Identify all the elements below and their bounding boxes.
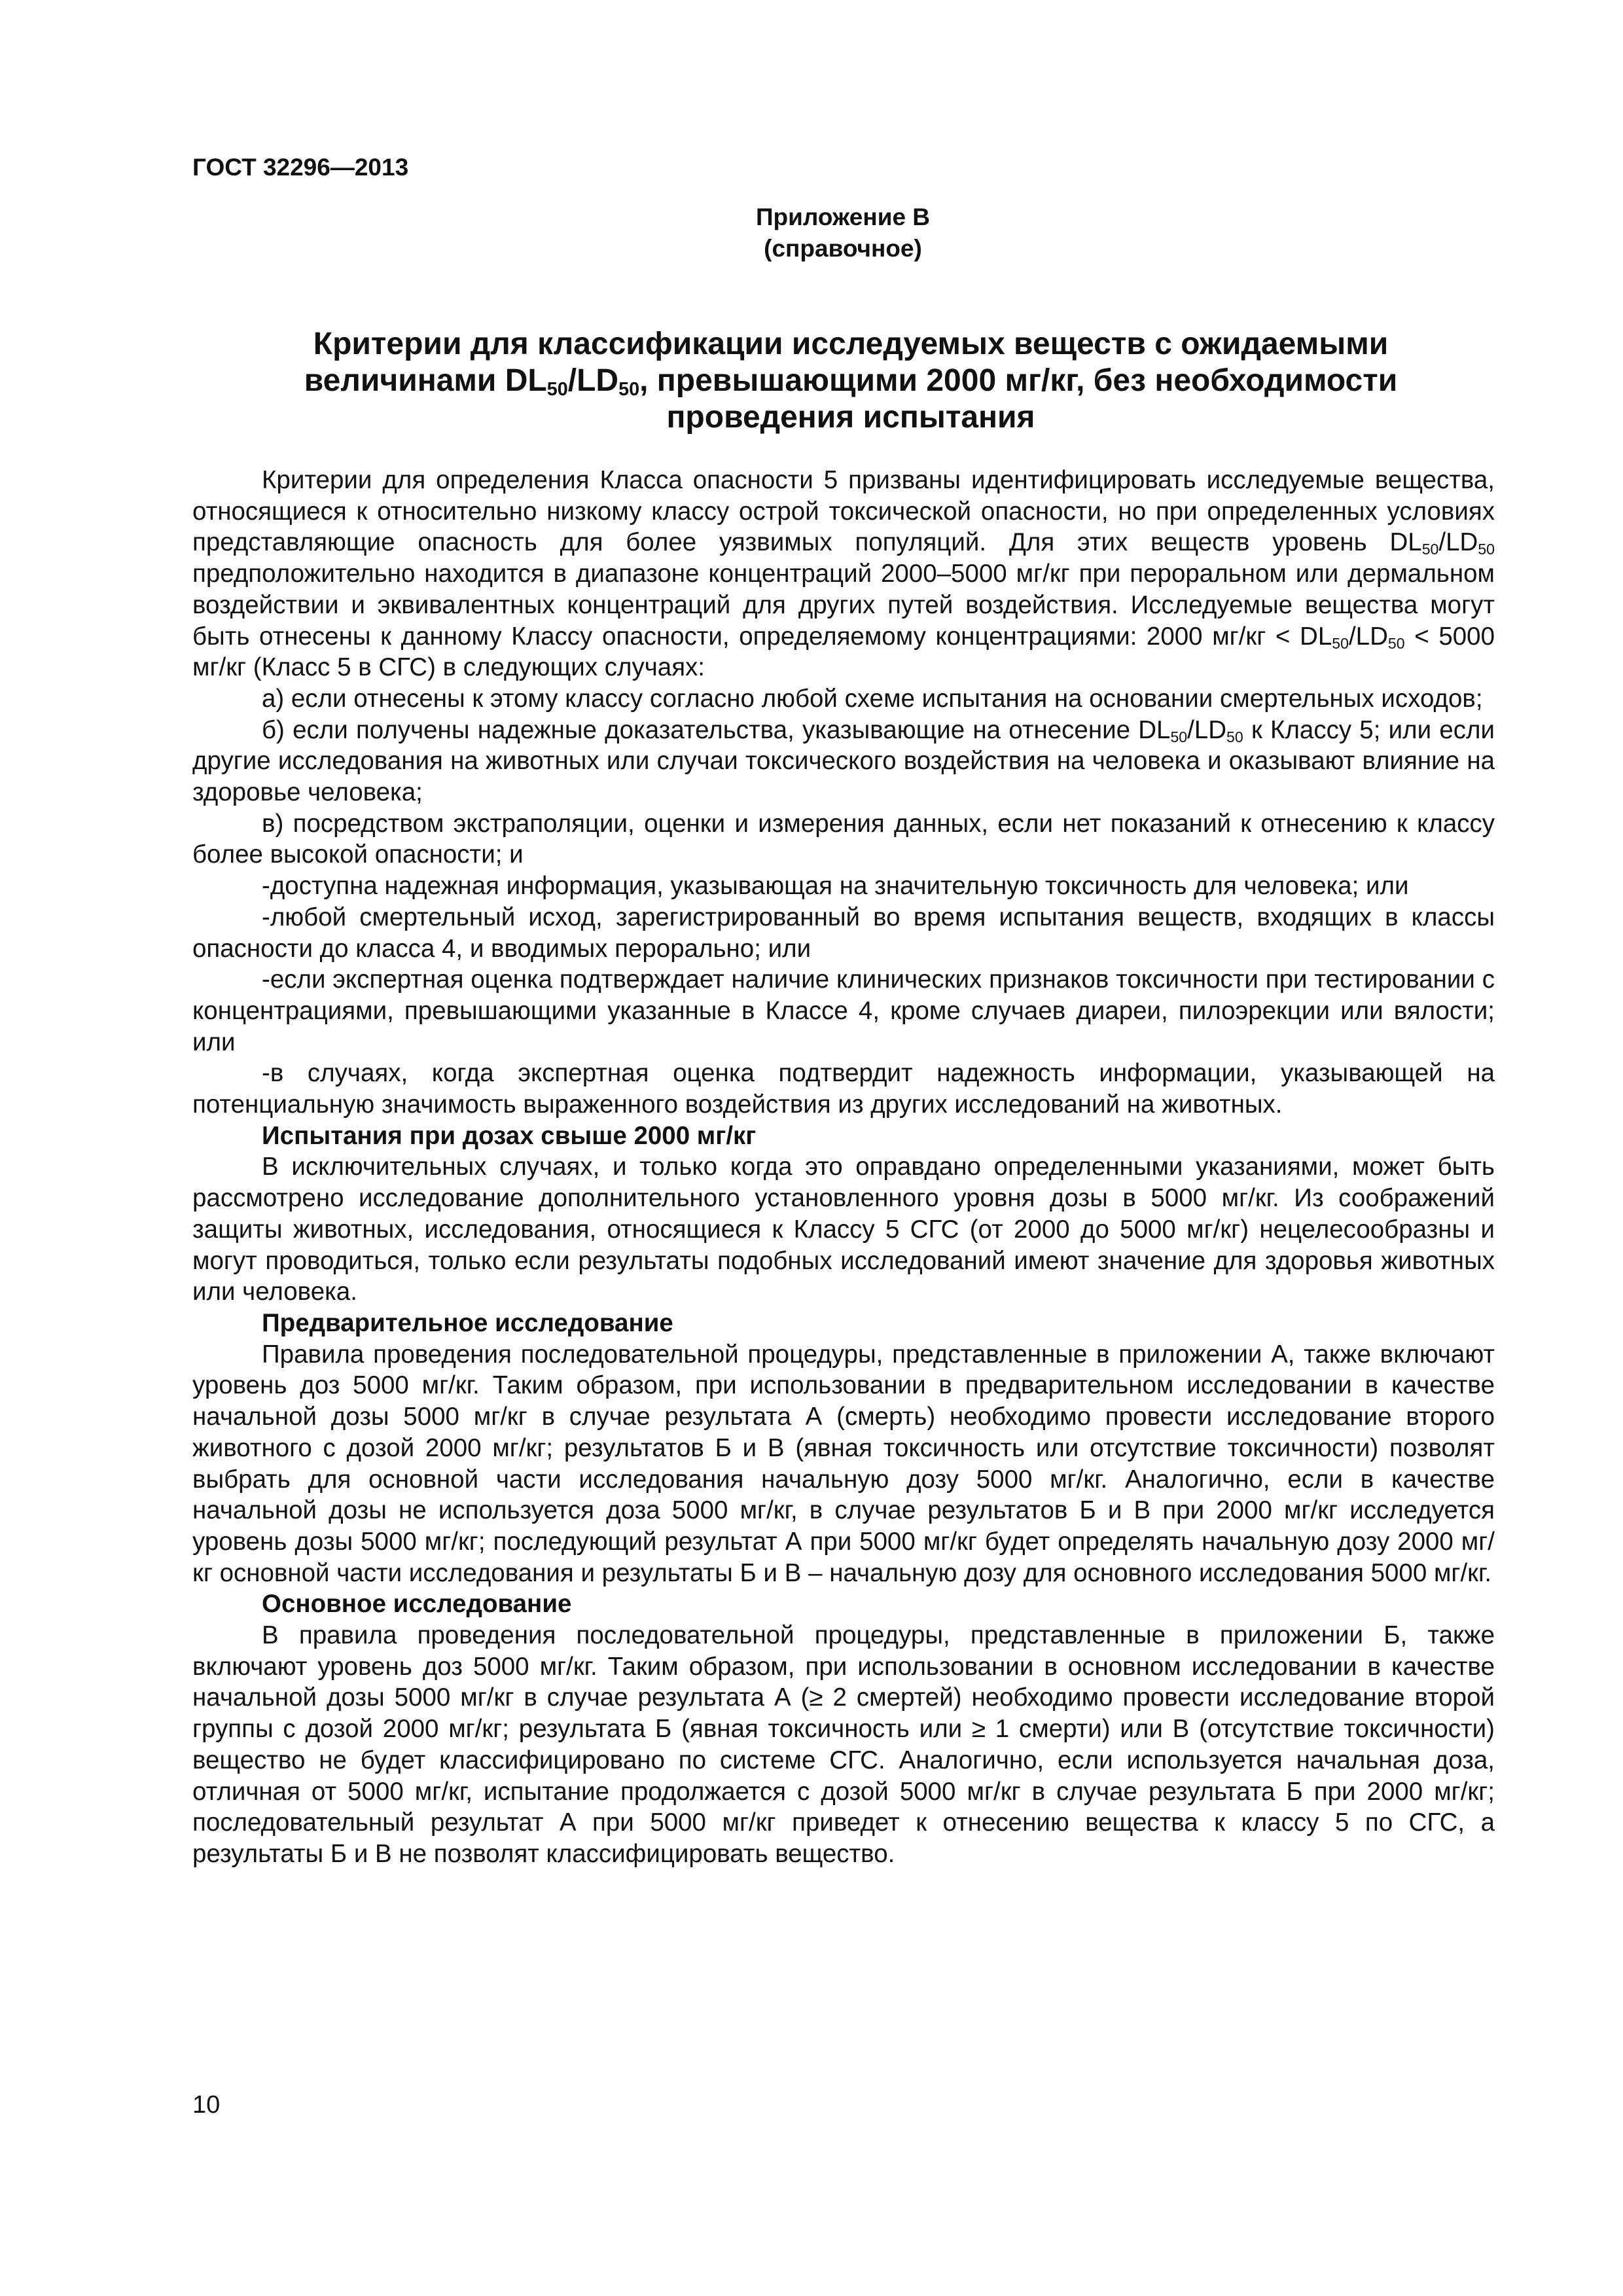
document-code: ГОСТ 32296—2013 bbox=[192, 154, 409, 181]
title-line-2: величинами $DL_{50}/LD_{50}$, превышающими 2000 мг/кг, без необходимости bbox=[304, 363, 1398, 401]
paragraph-main-study: В правила проведения последовательной процедуры, представленные в приложении Б, также включают уровень доз 5000 мг/кг. Таким образом, при использовании в основном исследовании в качестве начальной дозы 5000 мг/кг в случае результата А (≥ 2 смертей) необходимо провести исследование второй группы с дозой 2000 мг/кг; результата Б (явная токсичность или ≥ 1 смерти) или В (отсутствие токсичности) вещество не будет классифицировано по системе СГС. Аналогично, если используется начальная доза, отличная от 5000 мг/кг, испытание продолжается с дозой 5000 мг/кг в случае результата Б при 2000 мг/кг; последовательный результат А при 5000 мг/кг приведет к отнесению вещества к классу 5 по СГС, а результаты Б и В не позволят классифицировать вещество. bbox=[192, 1621, 1495, 1868]
paragraph-high-dose: В исключительных случаях, и только когда это оправдано определенными указаниями, может быть рассмотрено исследование дополнительного установленного уровня дозы в 5000 мг/кг. Из соображений защиты животных, исследования, относящиеся к Классу 5 СГС (от 2000 до 5000 мг/кг) нецелесообразны и могут проводиться, только если результаты подобных исследований имеют значение для здоровья животных или человека. bbox=[192, 1153, 1495, 1306]
appendix-kind: (справочное) bbox=[764, 235, 922, 262]
appendix-heading bbox=[0, 202, 1623, 264]
section-heading-preliminary: Предварительное исследование bbox=[262, 1308, 673, 1337]
paragraph-intro: Критерии для определения Класса опасности 5 призваны идентифицировать исследуемые вещества, относящиеся к относительно низкому классу острой токсической опасности, но при определенных условиях представляющие опасность для более уязвимых популяций. Для этих веществ уровень $DL_{50}/LD_{50}$ предположительно находится в диапазоне концентраций 2000–5000 мг/кг при пероральном или дермальном воздействии и эквивалентных концентраций для других путей воздействия. Исследуемые вещества могут быть отнесены к данному Классу опасности, определяемому концентрациями: 2000 $мг/кг < DL_{50}/LD_{50} < 5000$ мг/кг (Класс 5 в СГС) в следующих случаях: bbox=[192, 466, 1495, 682]
appendix-label: Приложение В bbox=[755, 204, 931, 230]
section-heading-high-dose: Испытания при дозах свыше 2000 мг/кг bbox=[262, 1121, 757, 1150]
paragraph-dash-1: -доступна надежная информация, указывающая на значительную токсичность для человека; или bbox=[262, 872, 1409, 901]
paragraph-case-a: а) если отнесены к этому классу согласно любой схеме испытания на основании смертельных исходов; bbox=[262, 684, 1483, 713]
paragraph-dash-3: -если экспертная оценка подтверждает наличие клинических признаков токсичности при тестировании с концентрациями, превышающими указанные в Классе 4, кроме случаев диареи, пилоэрекции или вялости; или bbox=[192, 965, 1495, 1056]
title-line-3: проведения испытания bbox=[666, 400, 1035, 435]
paragraph-case-b: б) если получены надежные доказательства, указывающие на отнесение $DL_{50}/LD_{50}$ к Классу 5; или если другие исследования на животных или случаи токсического воздействия на человека и оказывают влияние на здоровье человека; bbox=[192, 715, 1495, 807]
title-line-1: Критерии для классификации исследуемых веществ с ожидаемыми bbox=[313, 327, 1389, 361]
paragraph-case-v: в) посредством экстраполяции, оценки и измерения данных, если нет показаний к отнесению к классу более высокой опасности; и bbox=[192, 809, 1495, 869]
document-title bbox=[196, 326, 1505, 436]
section-heading-main-study: Основное исследование bbox=[262, 1590, 572, 1619]
document-body bbox=[192, 465, 1495, 1870]
paragraph-dash-2: -любой смертельный исход, зарегистрированный во время испытания веществ, входящих в классы опасности до класса 4, и вводимых перорально; или bbox=[192, 903, 1495, 963]
paragraph-preliminary: Правила проведения последовательной процедуры, представленные в приложении А, также включают уровень доз 5000 мг/кг. Таким образом, при использовании в предварительном исследовании в качестве начальной дозы 5000 мг/кг в случае результата А (смерть) необходимо провести исследование второго животного с дозой 2000 мг/кг; результатов Б и В (явная токсичность или отсутствие токсичности) позволят выбрать для основной части исследования начальную дозу 5000 мг/кг. Аналогично, если в качестве начальной дозы не используется доза 5000 мг/кг, в случае результатов Б и В при 2000 мг/кг исследуется уровень дозы 5000 мг/кг; последующий результат А при 5000 мг/кг будет определять начальную дозу 2000 мг/кг основной части исследования и результаты Б и В – начальную дозу для основного исследования 5000 мг/кг. bbox=[192, 1340, 1495, 1587]
page-number: 10 bbox=[192, 2091, 221, 2119]
paragraph-dash-4: -в случаях, когда экспертная оценка подтвердит надежность информации, указывающей на потенциальную значимость выраженного воздействия из других исследований на животных. bbox=[192, 1059, 1495, 1119]
